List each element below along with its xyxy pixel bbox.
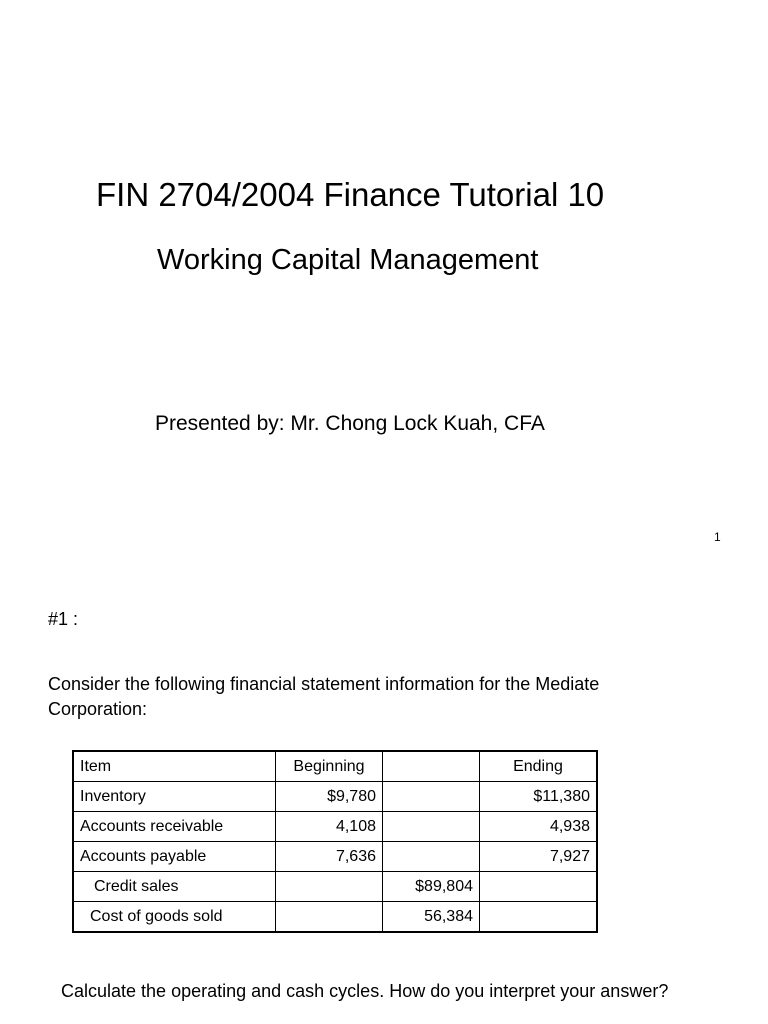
table-cell: Inventory: [73, 782, 276, 812]
question-text: Calculate the operating and cash cycles. How do you interpret your answer?: [61, 981, 669, 1001]
question-number: #1 :: [48, 609, 79, 629]
header-cell-beginning: Beginning: [276, 751, 383, 782]
presenter-line: Presented by: Mr. Chong Lock Kuah, CFA: [155, 412, 545, 435]
question-intro: Consider the following financial statement information for the Mediate Corporation:: [48, 674, 600, 719]
table-cell: [383, 842, 480, 872]
table-row: [73, 902, 597, 933]
header-cell-ending: Ending: [480, 751, 598, 782]
table-row: [73, 782, 597, 812]
financial-table: [72, 750, 598, 933]
table-cell: 7,636: [276, 842, 383, 872]
table-cell: Cost of goods sold: [73, 902, 276, 933]
table-cell: [383, 812, 480, 842]
table-row: [73, 872, 597, 902]
table-row: [73, 842, 597, 872]
page-number: 1: [714, 530, 721, 544]
table-header-row: [73, 751, 597, 782]
table-cell: [276, 902, 383, 933]
table-cell: 7,927: [480, 842, 598, 872]
table-cell: 56,384: [383, 902, 480, 933]
table-cell: [480, 902, 598, 933]
table-cell: [383, 782, 480, 812]
table-cell: Accounts receivable: [73, 812, 276, 842]
table-cell: Accounts payable: [73, 842, 276, 872]
table-cell: 4,938: [480, 812, 598, 842]
table-row: [73, 812, 597, 842]
table-cell: Credit sales: [73, 872, 276, 902]
table-cell: [480, 872, 598, 902]
table-cell: 4,108: [276, 812, 383, 842]
slide-subtitle: Working Capital Management: [157, 244, 539, 276]
table-cell: $11,380: [480, 782, 598, 812]
table-cell: [276, 872, 383, 902]
slide-title: FIN 2704/2004 Finance Tutorial 10: [96, 176, 605, 213]
table-cell: $89,804: [383, 872, 480, 902]
header-cell-item: Item: [73, 751, 276, 782]
header-cell-blank: [383, 751, 480, 782]
table-cell: $9,780: [276, 782, 383, 812]
